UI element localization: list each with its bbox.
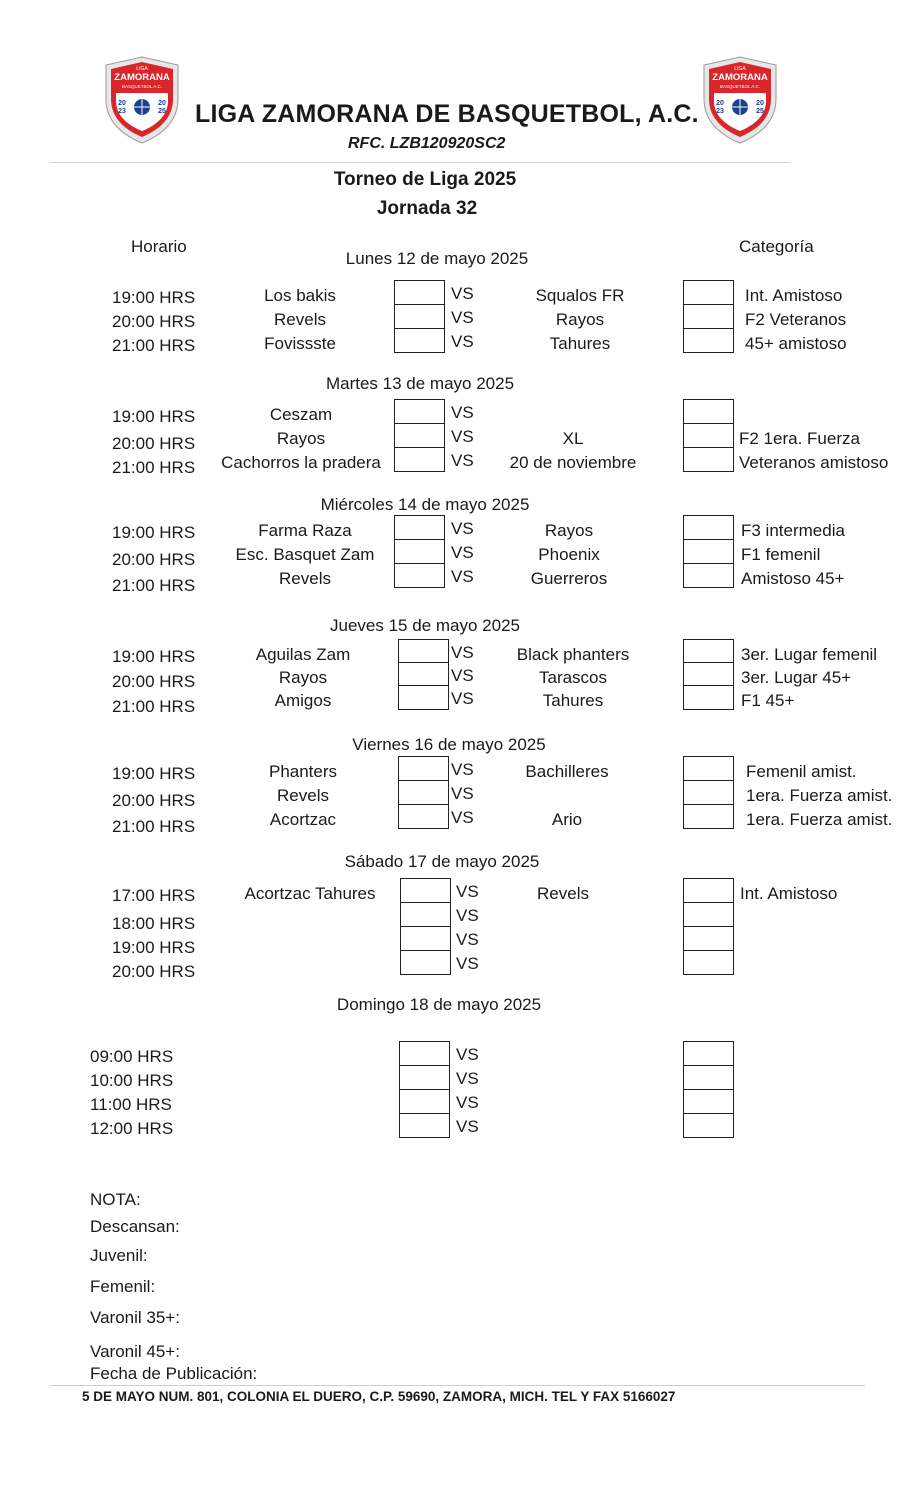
vs-label: VS <box>451 403 474 422</box>
match-time: 17:00 HRS <box>112 886 196 905</box>
svg-text:LIGA: LIGA <box>136 66 148 72</box>
league-logo-right <box>700 55 780 145</box>
match-time: 21:00 HRS <box>112 458 196 477</box>
match-time: 19:00 HRS <box>112 938 196 957</box>
score-box-category[interactable] <box>683 639 734 664</box>
vs-label: VS <box>451 784 474 803</box>
column-time-header: Horario <box>131 237 187 256</box>
match-category: Amistoso 45+ <box>741 569 845 588</box>
match-category: 1era. Fuerza amist. <box>746 810 893 829</box>
score-box-home[interactable] <box>399 1041 450 1066</box>
home-team: Aguilas Zam <box>255 645 351 664</box>
score-box-home[interactable] <box>400 926 451 951</box>
org-name: LIGA ZAMORANA DE BASQUETBOL, A.C. <box>195 100 699 128</box>
score-box-category[interactable] <box>683 563 734 588</box>
svg-text:LIGA: LIGA <box>734 66 746 72</box>
score-box-category[interactable] <box>683 878 734 903</box>
score-box-category[interactable] <box>683 304 734 329</box>
rfc: RFC. LZB120920SC2 <box>348 135 506 152</box>
day-date: Lunes 12 de mayo 2025 <box>345 249 529 268</box>
match-time: 18:00 HRS <box>112 914 196 933</box>
vs-label: VS <box>451 451 474 470</box>
match-time: 09:00 HRS <box>90 1047 174 1066</box>
home-team: Revels <box>279 569 331 588</box>
home-team: Rayos <box>276 429 326 448</box>
score-box-home[interactable] <box>398 639 449 664</box>
score-box-category[interactable] <box>683 447 734 472</box>
score-box-home[interactable] <box>394 304 445 329</box>
score-box-category[interactable] <box>683 280 734 305</box>
score-box-category[interactable] <box>683 423 734 448</box>
header-divider <box>50 162 790 163</box>
score-box-home[interactable] <box>398 756 449 781</box>
match-time: 20:00 HRS <box>112 962 196 981</box>
score-box-home[interactable] <box>400 950 451 975</box>
match-time: 19:00 HRS <box>112 647 196 666</box>
score-box-home[interactable] <box>399 1113 450 1138</box>
vs-label: VS <box>456 1069 479 1088</box>
column-category-header: Categoría <box>739 237 814 256</box>
vs-label: VS <box>451 332 474 351</box>
match-category: Int. Amistoso <box>740 884 838 903</box>
score-box-category[interactable] <box>683 1113 734 1138</box>
away-team: Ario <box>551 810 583 829</box>
home-team: Phanters <box>268 762 338 781</box>
rest-label: Descansan: <box>90 1217 180 1236</box>
score-box-category[interactable] <box>683 926 734 951</box>
vs-label: VS <box>451 689 474 708</box>
home-team: Esc. Basquet Zam <box>235 545 375 564</box>
match-time: 19:00 HRS <box>112 407 196 426</box>
score-box-home[interactable] <box>394 515 445 540</box>
home-team: Cachorros la pradera <box>221 453 381 472</box>
match-time: 20:00 HRS <box>112 434 196 453</box>
score-box-home[interactable] <box>398 662 449 687</box>
juvenil-label: Juvenil: <box>90 1246 148 1265</box>
match-time: 11:00 HRS <box>90 1095 172 1114</box>
svg-text:20: 20 <box>118 100 126 107</box>
svg-text:20: 20 <box>158 100 166 107</box>
score-box-home[interactable] <box>399 1089 450 1114</box>
score-box-home[interactable] <box>399 1065 450 1090</box>
vs-label: VS <box>451 284 474 303</box>
home-team: Acortzac Tahures <box>244 884 376 903</box>
score-box-category[interactable] <box>683 539 734 564</box>
score-box-category[interactable] <box>683 1089 734 1114</box>
away-team: Revels <box>537 884 589 903</box>
home-team: Amigos <box>274 691 332 710</box>
score-box-home[interactable] <box>394 447 445 472</box>
score-box-category[interactable] <box>683 1041 734 1066</box>
away-team: Black phanters <box>516 645 630 664</box>
svg-text:BASQUETBOL A.C.: BASQUETBOL A.C. <box>121 84 163 89</box>
vs-label: VS <box>451 760 474 779</box>
match-time: 10:00 HRS <box>90 1071 174 1090</box>
score-box-home[interactable] <box>394 399 445 424</box>
score-box-home[interactable] <box>394 539 445 564</box>
score-box-category[interactable] <box>683 902 734 927</box>
vs-label: VS <box>451 567 474 586</box>
match-category: 45+ amistoso <box>745 334 847 353</box>
match-category: Veteranos amistoso <box>739 453 889 472</box>
match-time: 20:00 HRS <box>112 791 196 810</box>
svg-text:20: 20 <box>716 100 724 107</box>
match-category: 3er. Lugar femenil <box>741 645 878 664</box>
home-team: Revels <box>277 786 329 805</box>
home-team: Ceszam <box>269 405 333 424</box>
away-team: Squalos FR <box>535 286 625 305</box>
femenil-label: Femenil: <box>90 1277 156 1296</box>
svg-text:ZAMORANA: ZAMORANA <box>114 72 170 83</box>
publication-date-label: Fecha de Publicación: <box>90 1364 258 1383</box>
score-box-category[interactable] <box>683 804 734 829</box>
match-time: 20:00 HRS <box>112 550 196 569</box>
svg-text:20: 20 <box>756 100 764 107</box>
home-team: Fovissste <box>264 334 336 353</box>
match-category: Femenil amist. <box>746 762 857 781</box>
day-date: Miércoles 14 de mayo 2025 <box>320 495 530 514</box>
match-time: 12:00 HRS <box>90 1119 174 1138</box>
vs-label: VS <box>456 1045 479 1064</box>
match-category: F2 1era. Fuerza <box>739 429 860 448</box>
score-box-home[interactable] <box>394 328 445 353</box>
match-time: 21:00 HRS <box>112 336 196 355</box>
match-time: 20:00 HRS <box>112 672 196 691</box>
vs-label: VS <box>451 543 474 562</box>
score-box-home[interactable] <box>400 902 451 927</box>
tournament-title: Torneo de Liga 2025 <box>333 169 517 190</box>
day-date: Domingo 18 de mayo 2025 <box>336 995 542 1014</box>
score-box-category[interactable] <box>683 1065 734 1090</box>
svg-text:23: 23 <box>716 108 724 115</box>
svg-text:23: 23 <box>118 108 126 115</box>
match-time: 21:00 HRS <box>112 697 196 716</box>
vs-label: VS <box>456 1117 479 1136</box>
away-team: XL <box>562 429 584 448</box>
match-time: 19:00 HRS <box>112 288 196 307</box>
match-category: F1 femenil <box>741 545 821 564</box>
match-time: 19:00 HRS <box>112 764 196 783</box>
score-box-home[interactable] <box>398 804 449 829</box>
footer-divider <box>50 1385 865 1386</box>
match-time: 19:00 HRS <box>112 523 196 542</box>
home-team: Rayos <box>278 668 328 687</box>
vs-label: VS <box>451 808 474 827</box>
away-team: Tarascos <box>538 668 608 687</box>
score-box-category[interactable] <box>683 950 734 975</box>
day-date: Viernes 16 de mayo 2025 <box>352 735 546 754</box>
varonil45-label: Varonil 45+: <box>90 1342 180 1361</box>
vs-label: VS <box>451 643 474 662</box>
away-team: Tahures <box>549 334 611 353</box>
vs-label: VS <box>451 427 474 446</box>
score-box-category[interactable] <box>683 328 734 353</box>
score-box-category[interactable] <box>683 399 734 424</box>
match-category: F2 Veteranos <box>745 310 847 329</box>
score-box-category[interactable] <box>683 756 734 781</box>
match-time: 20:00 HRS <box>112 312 196 331</box>
score-box-category[interactable] <box>683 515 734 540</box>
footer-address: 5 DE MAYO NUM. 801, COLONIA EL DUERO, C.P. 59690, ZAMORA, MICH. TEL Y FAX 5166027 <box>82 1389 676 1404</box>
svg-text:ZAMORANA: ZAMORANA <box>712 72 768 83</box>
vs-label: VS <box>456 882 479 901</box>
day-date: Sábado 17 de mayo 2025 <box>344 852 540 871</box>
svg-text:BASQUETBOL A.C.: BASQUETBOL A.C. <box>719 84 761 89</box>
away-team: Tahures <box>542 691 604 710</box>
score-box-home[interactable] <box>398 780 449 805</box>
home-team: Acortzac <box>269 810 337 829</box>
away-team: Rayos <box>544 521 594 540</box>
match-category: Int. Amistoso <box>745 286 843 305</box>
vs-label: VS <box>451 666 474 685</box>
varonil35-label: Varonil 35+: <box>90 1308 180 1327</box>
match-category: 3er. Lugar 45+ <box>741 668 852 687</box>
svg-text:25: 25 <box>756 108 764 115</box>
round-title: Jornada 32 <box>376 198 478 219</box>
away-team: Guerreros <box>530 569 608 588</box>
match-category: F3 intermedia <box>741 521 845 540</box>
away-team: 20 de noviembre <box>509 453 637 472</box>
home-team: Los bakis <box>264 286 336 305</box>
match-time: 21:00 HRS <box>112 576 196 595</box>
vs-label: VS <box>456 930 479 949</box>
score-box-home[interactable] <box>394 280 445 305</box>
home-team: Revels <box>274 310 326 329</box>
score-box-home[interactable] <box>400 878 451 903</box>
svg-text:25: 25 <box>158 108 166 115</box>
away-team: Phoenix <box>538 545 600 564</box>
score-box-category[interactable] <box>683 780 734 805</box>
vs-label: VS <box>451 308 474 327</box>
away-team: Rayos <box>555 310 605 329</box>
match-time: 21:00 HRS <box>112 817 196 836</box>
day-date: Martes 13 de mayo 2025 <box>325 374 515 393</box>
league-logo-left <box>102 55 182 145</box>
away-team: Bachilleres <box>525 762 609 781</box>
score-box-category[interactable] <box>683 662 734 687</box>
vs-label: VS <box>456 906 479 925</box>
vs-label: VS <box>456 1093 479 1112</box>
match-category: F1 45+ <box>741 691 795 710</box>
score-box-home[interactable] <box>398 685 449 710</box>
score-box-category[interactable] <box>683 685 734 710</box>
score-box-home[interactable] <box>394 423 445 448</box>
vs-label: VS <box>456 954 479 973</box>
day-date: Jueves 15 de mayo 2025 <box>330 616 520 635</box>
score-box-home[interactable] <box>394 563 445 588</box>
vs-label: VS <box>451 519 474 538</box>
match-category: 1era. Fuerza amist. <box>746 786 893 805</box>
note-label: NOTA: <box>90 1190 141 1209</box>
home-team: Farma Raza <box>258 521 352 540</box>
